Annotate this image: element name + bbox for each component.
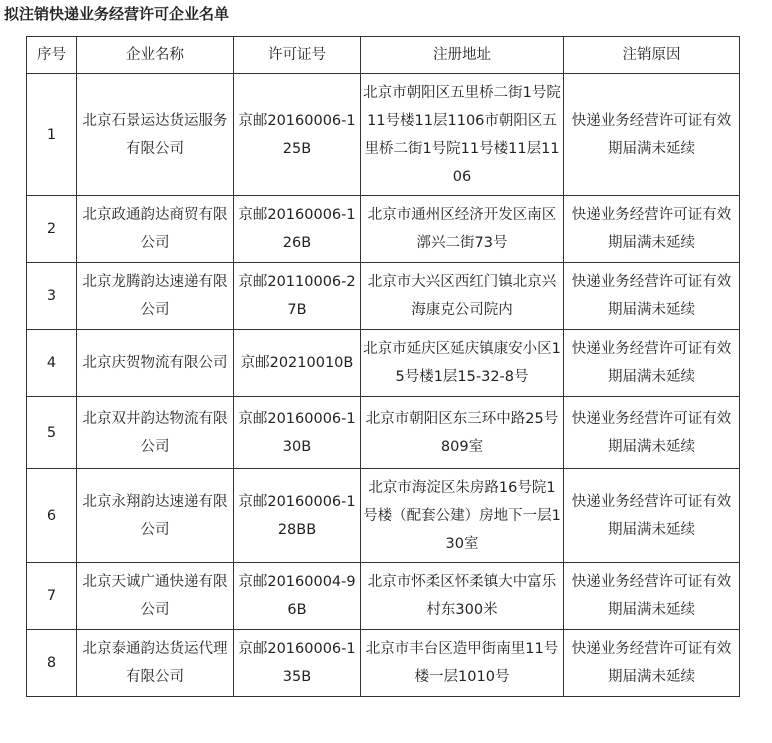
table-row: [27, 630, 740, 697]
table-row: [27, 469, 740, 563]
license-number-cell: 京邮20110006-27B: [234, 263, 361, 330]
registered-address-cell: 北京市丰台区造甲街南里11号楼一层1010号: [361, 630, 564, 697]
table-row: [27, 397, 740, 469]
company-name-cell: 北京石景运达货运服务有限公司: [77, 74, 234, 196]
registered-address-cell: 北京市朝阳区东三环中路25号809室: [361, 397, 564, 469]
table-row: [27, 563, 740, 630]
serial-number-cell: 8: [27, 630, 77, 697]
header-license-number: 许可证号: [234, 37, 361, 74]
header-company-name: 企业名称: [77, 37, 234, 74]
serial-number-cell: 1: [27, 74, 77, 196]
license-number-cell: 京邮20160006-128BB: [234, 469, 361, 563]
license-number-cell: 京邮20210010B: [234, 330, 361, 397]
serial-number-cell: 7: [27, 563, 77, 630]
table-row: [27, 74, 740, 196]
table-row: [27, 263, 740, 330]
license-number-cell: 京邮20160006-125B: [234, 74, 361, 196]
header-deregistration-reason: 注销原因: [564, 37, 740, 74]
registered-address-cell: 北京市延庆区延庆镇康安小区15号楼1层15-32-8号: [361, 330, 564, 397]
table-row: [27, 196, 740, 263]
serial-number-cell: 4: [27, 330, 77, 397]
registered-address-cell: 北京市大兴区西红门镇北京兴海康克公司院内: [361, 263, 564, 330]
license-number-cell: 京邮20160004-96B: [234, 563, 361, 630]
serial-number-cell: 6: [27, 469, 77, 563]
company-name-cell: 北京泰通韵达货运代理有限公司: [77, 630, 234, 697]
license-number-cell: 京邮20160006-130B: [234, 397, 361, 469]
registered-address-cell: 北京市朝阳区五里桥二街1号院11号楼11层1106市朝阳区五里桥二街1号院11号楼11层1106: [361, 74, 564, 196]
page-title: 拟注销快递业务经营许可企业名单: [4, 5, 230, 23]
company-name-cell: 北京天诚广通快递有限公司: [77, 563, 234, 630]
deregistration-reason-cell: 快递业务经营许可证有效期届满未延续: [564, 263, 740, 330]
company-name-cell: 北京永翔韵达速递有限公司: [77, 469, 234, 563]
serial-number-cell: 5: [27, 397, 77, 469]
header-registered-address: 注册地址: [361, 37, 564, 74]
registered-address-cell: 北京市海淀区朱房路16号院1号楼（配套公建）房地下一层130室: [361, 469, 564, 563]
registered-address-cell: 北京市通州区经济开发区南区漷兴二街73号: [361, 196, 564, 263]
deregistration-reason-cell: 快递业务经营许可证有效期届满未延续: [564, 563, 740, 630]
table-header-row: [27, 37, 740, 74]
company-name-cell: 北京庆贺物流有限公司: [77, 330, 234, 397]
registered-address-cell: 北京市怀柔区怀柔镇大中富乐村东300米: [361, 563, 564, 630]
license-number-cell: 京邮20160006-135B: [234, 630, 361, 697]
serial-number-cell: 3: [27, 263, 77, 330]
company-name-cell: 北京双井韵达物流有限公司: [77, 397, 234, 469]
deregistration-reason-cell: 快递业务经营许可证有效期届满未延续: [564, 74, 740, 196]
company-name-cell: 北京政通韵达商贸有限公司: [77, 196, 234, 263]
table-row: [27, 330, 740, 397]
license-number-cell: 京邮20160006-126B: [234, 196, 361, 263]
header-serial-number: 序号: [27, 37, 77, 74]
deregistration-reason-cell: 快递业务经营许可证有效期届满未延续: [564, 330, 740, 397]
deregistration-reason-cell: 快递业务经营许可证有效期届满未延续: [564, 630, 740, 697]
deregistration-reason-cell: 快递业务经营许可证有效期届满未延续: [564, 196, 740, 263]
deregistration-reason-cell: 快递业务经营许可证有效期届满未延续: [564, 469, 740, 563]
deregistration-reason-cell: 快递业务经营许可证有效期届满未延续: [564, 397, 740, 469]
deregistration-table: [26, 36, 740, 697]
company-name-cell: 北京龙腾韵达速递有限公司: [77, 263, 234, 330]
serial-number-cell: 2: [27, 196, 77, 263]
